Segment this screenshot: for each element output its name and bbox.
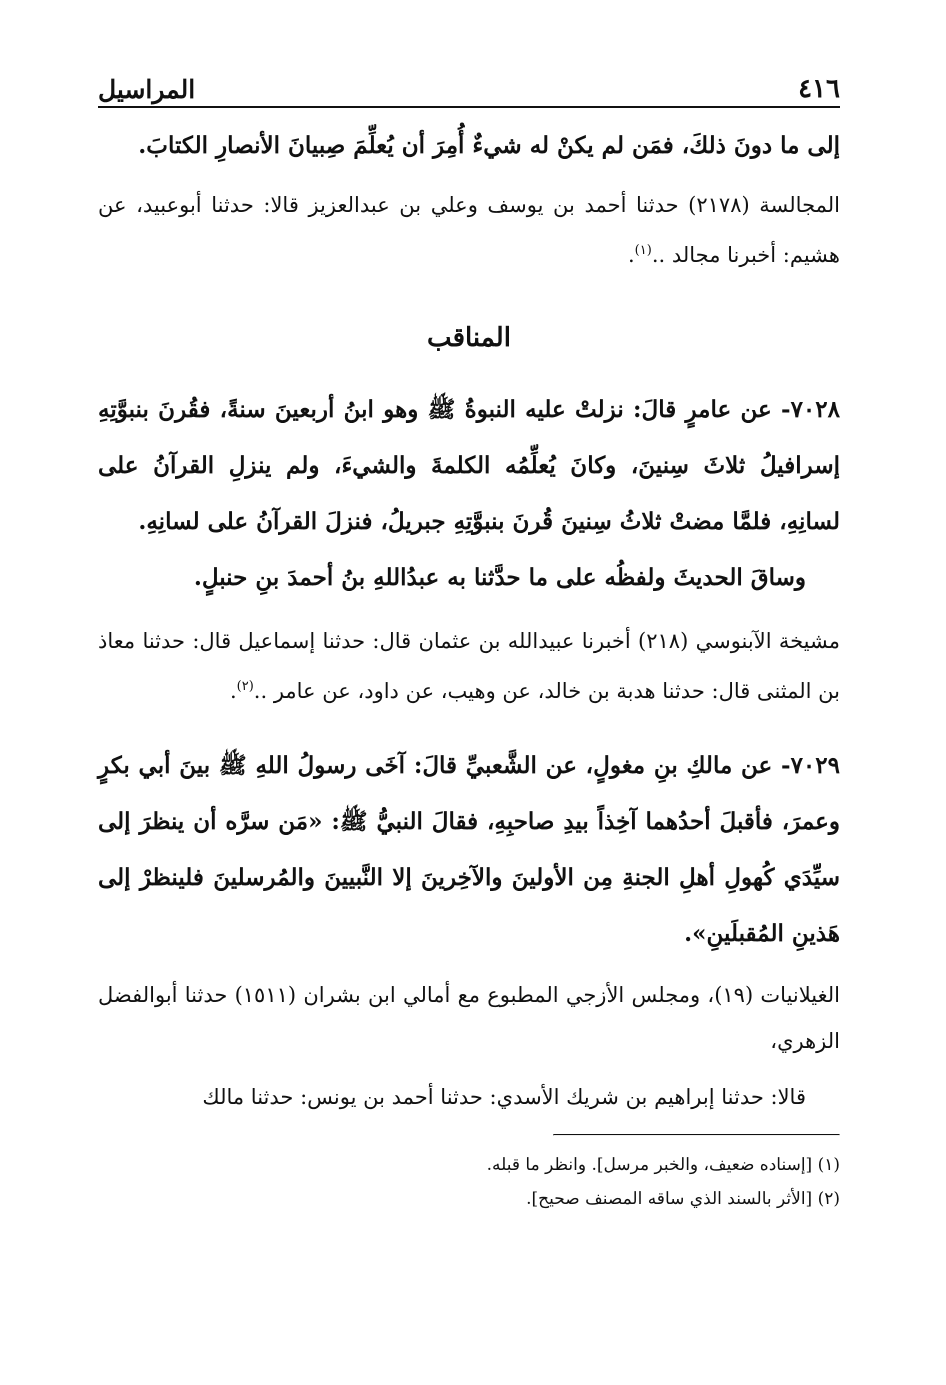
source-paragraph-3: الغيلانيات (١٩)، ومجلس الأزجي المطبوع مع أمالي ابن بشران (١٥١١) حدثنا أبوالفضل الزهري، [98, 983, 840, 1053]
hadith-7028: ٧٠٢٨- عن عامرٍ قالَ: نزلتْ عليه النبوةُ ﷺ وهو ابنُ أربعينَ سنةً، فقُرنَ بنبوَّتِهِ إسرافيلُ ثلاثَ سِنينَ، وكانَ يُعلِّمُه الكلمةَ والشيءَ، ولم ينزلِ القرآنُ على لسانِهِ، فلمَّا مضتْ ثلاثُ سِنينَ قُرنَ بنبوَّتِهِ جبريلُ، فنزلَ القرآنُ على لسانِهِ. [98, 396, 840, 535]
source-text: المجالسة (٢١٧٨) حدثنا أحمد بن يوسف وعلي بن عبدالعزيز قالا: حدثنا أبوعبيد، عن هشيم: أخبرنا مجالد .. [98, 193, 840, 267]
footnote-ref-2: (٢) [236, 679, 254, 694]
source-paragraph-1: المجالسة (٢١٧٨) حدثنا أحمد بن يوسف وعلي بن عبدالعزيز قالا: حدثنا أبوعبيد، عن هشيم: أخبرنا مجالد ..$^{(١)}$. [98, 193, 840, 267]
source-paragraph-4: قالا: حدثنا إبراهيم بن شريك الأسدي: حدثنا أحمد بن يونس: حدثنا مالك [202, 1085, 806, 1109]
hadith-7029: ٧٠٢٩- عن مالكِ بنِ مغولٍ، عن الشَّعبيِّ قالَ: آخَى رسولُ اللهِ ﷺ بينَ أبي بكرٍ وعمرَ، فأقبلَ أحدُهما آخِذاً بيدِ صاحبِهِ، فقالَ النبيُّ ﷺ: «مَن سرَّه أن ينظرَ إلى سيِّدَي كُهولِ أهلِ الجنةِ مِن الأولينَ والآخِرينَ إلا النَّبيينَ والمُرسلينَ فلينظرْ إلى هَذينِ المُقبلَينِ». [98, 752, 840, 947]
footnote-1: (١) [إسناده ضعيف، والخبر مرسل]. وانظر ما قبله. [486, 1155, 840, 1175]
source-text: مشيخة الآبنوسي (٢١٨) أخبرنا عبيدالله بن عثمان قال: حدثنا إسماعيل قال: حدثنا معاذ بن المثنى قال: حدثنا هدبة بن خالد، عن وهيب، عن داود، عن عامر .. [98, 629, 840, 703]
footnotes [98, 1148, 840, 1216]
running-title: المراسيل [98, 75, 196, 104]
book-page [98, 60, 840, 1216]
page-header [98, 60, 840, 108]
continuation-text: إلى ما دونَ ذلكَ، فمَن لم يكنْ له شيءٌ أُمِرَ أن يُعلِّمَ صِبيانَ الأنصارِ الكتابَ. [138, 132, 840, 159]
hadith-7028-note: وساقَ الحديثَ ولفظُه على ما حدَّثنا به عبدُاللهِ بنُ أحمدَ بنِ حنبلٍ. [193, 564, 806, 591]
footnote-ref-1: (١) [634, 243, 652, 258]
section-title: المناقب [427, 323, 511, 353]
footnote-divider [553, 1134, 840, 1136]
source-paragraph-2: مشيخة الآبنوسي (٢١٨) أخبرنا عبيدالله بن عثمان قال: حدثنا إسماعيل قال: حدثنا معاذ بن المثنى قال: حدثنا هدبة بن خالد، عن وهيب، عن داود، عن عامر ..$^{(٢)}$. [98, 629, 840, 703]
footnote-2: (٢) [الأثر بالسند الذي ساقه المصنف صحيح]. [526, 1189, 840, 1209]
page-number: ٤١٦ [798, 74, 840, 104]
